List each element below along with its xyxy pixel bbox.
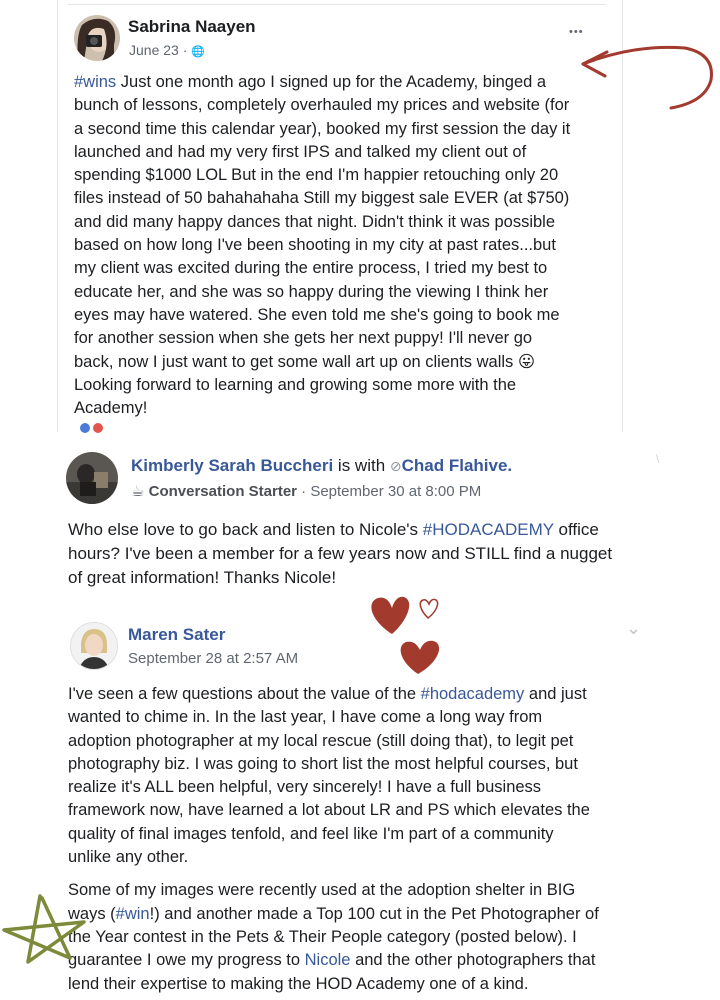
hashtag-win[interactable]: #win — [115, 904, 150, 923]
post-body-sabrina: #wins Just one month ago I signed up for the Academy, binged a bunch of lessons, completely overhauled my prices and website (for a second time this calendar year), booked my first session the day it launched and had my very first IPS and talked my client out of spending $1000 LOL But in the end I'm happier retouching only 20 files instead of 50 bahahahaha Still my biggest sale EVER (at $750) and did many happy dances that night. Didn't think it was possible based on how long I've been shooting in my city at past rates...but my client was excited during the entire process, I tried my best to educate her, and she was so happy during the viewing I think her eyes may have watered. She even told me she's going to book me for another session when she gets her next puppy! I'll never go back, now I just want to get some wall art up on clients walls 😛 Looking forward to learning and growing some more with the Academy! — [74, 73, 571, 418]
author-name[interactable]: Kimberly Sarah Buccheri — [131, 456, 334, 475]
hearts-doodle-icon — [360, 588, 470, 678]
conversation-starter-badge: Conversation Starter — [148, 483, 297, 500]
hashtag-hodacademy[interactable]: #HODACADEMY — [422, 520, 554, 539]
post-date[interactable]: June 23 · — [129, 42, 192, 58]
post-timestamp[interactable] — [129, 42, 205, 58]
tagged-name[interactable]: Chad Flahive. — [401, 456, 513, 475]
post-body-maren: I've seen a few questions about the value of the #hodacademy and just wanted to chime in. In the last year, I have come a long way from adoption photographer at my local rescue (still doing that), to legit pet photography biz. I was going to short list the most helpful courses, but realize it's ALL been helpful, very sincerely! I have a full business framework now, have learned a lot about LR and PS which elevates the quality of final images tenfold, and feel like I'm part of a community unlike any other. Some of my images were recently used at the adoption shelter in BIG ways (#win!) and another made a Top 100 cut in the Pet Photographer of the Year contest in the Pets & Their People category (posted below). I guarantee I owe my progress to Nicole and the other photographers that lend their expertise to making the HOD Academy one of a kind. — [68, 685, 599, 993]
coffee-cup-icon: ☕ — [131, 483, 145, 500]
arrow-doodle-icon — [575, 28, 720, 118]
avatar-kimberly[interactable] — [66, 452, 118, 504]
chevron-down-icon[interactable]: ⌄ — [626, 618, 642, 638]
post2-meta — [131, 482, 481, 500]
avatar-sabrina[interactable] — [74, 15, 120, 61]
avatar-maren[interactable] — [70, 622, 118, 670]
post2-header: Kimberly Sarah Buccheri is with ⊘Chad Flahive. — [131, 456, 513, 475]
globe-icon: 🌐 — [191, 46, 205, 58]
hashtag-hodacademy[interactable]: #hodacademy — [420, 685, 525, 703]
chevron-down-icon[interactable]: \ — [656, 452, 660, 466]
more-options-icon[interactable]: ••• — [569, 26, 584, 38]
post-body-kimberly: Who else love to go back and listen to Nicole's #HODACADEMY office hours? I've been a member for a few years now and STILL find a nugget of great information! Thanks Nicole! — [68, 520, 613, 587]
post-date[interactable]: September 28 at 2:57 AM — [128, 650, 299, 667]
author-name[interactable]: Maren Sater — [128, 625, 226, 644]
mention-nicole[interactable]: Nicole — [304, 951, 351, 970]
divider — [68, 4, 606, 5]
tag-icon: ⊘ — [389, 458, 402, 474]
reaction-icons[interactable] — [80, 420, 106, 438]
author-name[interactable]: Sabrina Naayen — [128, 17, 256, 36]
star-doodle-icon — [0, 892, 92, 968]
hashtag-wins[interactable]: #wins — [74, 73, 117, 91]
post-date[interactable]: · September 30 at 8:00 PM — [297, 483, 482, 500]
